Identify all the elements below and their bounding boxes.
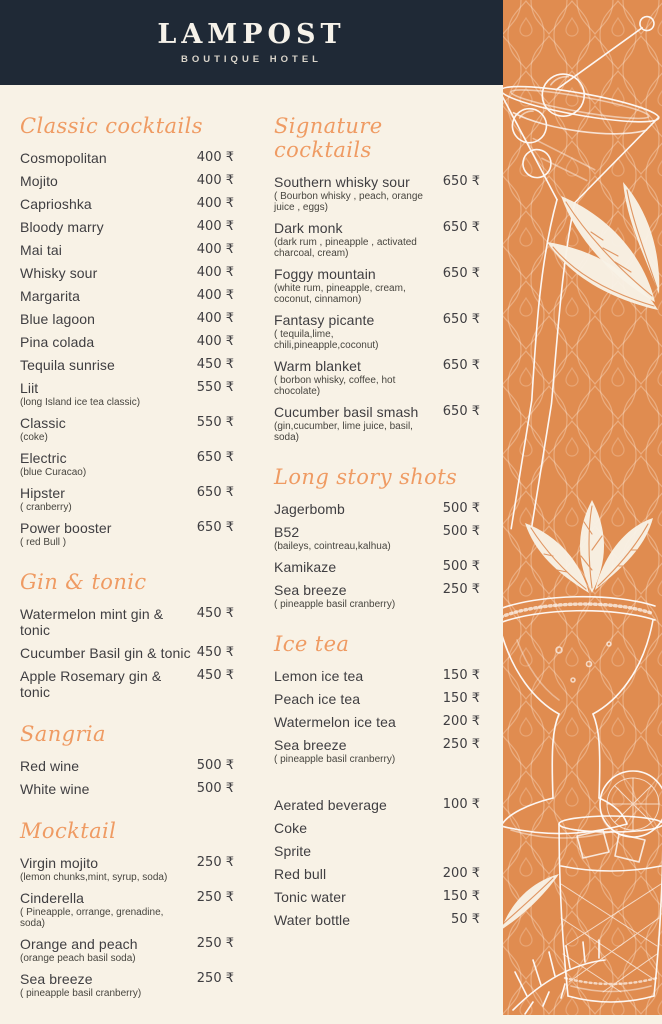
menu-item (20, 758, 234, 774)
item-name: Sprite (274, 843, 312, 859)
item-name: Liit (20, 380, 39, 396)
menu-item (20, 265, 234, 281)
item-price: 150 ₹ (442, 668, 480, 683)
item-desc: (long Island ice tea classic) (20, 397, 141, 408)
item-price: 650 ₹ (442, 358, 480, 373)
menu-item (20, 242, 234, 258)
menu-item (274, 559, 480, 575)
item-text (20, 606, 191, 638)
item-price: 400 ₹ (196, 265, 234, 280)
menu-item (20, 485, 234, 513)
section-heading: Mocktail (20, 819, 117, 843)
item-desc: ( pineapple basil cranberry) (274, 754, 396, 765)
decor-illustrations (503, 0, 662, 1015)
item-name: Cosmopolitan (20, 150, 107, 166)
item-price: 450 ₹ (196, 606, 234, 621)
item-name: Aerated beverage (274, 797, 387, 813)
item-text (20, 219, 104, 235)
item-name: Electric (20, 450, 67, 466)
item-text (20, 758, 79, 774)
item-text (274, 691, 360, 707)
item-text (20, 334, 94, 350)
item-price: 400 ₹ (196, 219, 234, 234)
item-price: 650 ₹ (196, 450, 234, 465)
menu-item (274, 668, 480, 684)
item-desc: ( pineapple basil cranberry) (20, 988, 142, 999)
menu-item (274, 714, 480, 730)
menu-section-beverages (274, 787, 480, 928)
item-name: Cucumber Basil gin & tonic (20, 645, 191, 661)
menu-item (20, 219, 234, 235)
item-name: Whisky sour (20, 265, 98, 281)
brand-tagline: BOUTIQUE HOTEL (181, 53, 322, 65)
item-text (274, 559, 336, 575)
item-name: Caprioshka (20, 196, 92, 212)
item-name: Peach ice tea (274, 691, 361, 707)
menu-item (20, 196, 234, 212)
item-name: Watermelon ice tea (274, 714, 396, 730)
menu-item (20, 890, 234, 929)
item-text (20, 520, 112, 548)
menu-item (274, 691, 480, 707)
item-name: Lemon ice tea (274, 668, 364, 684)
section-heading: Gin & tonic (20, 570, 147, 594)
item-name: Sea breeze (20, 971, 93, 987)
section-heading: Sangria (20, 722, 106, 746)
item-text (20, 196, 92, 212)
item-name: Orange and peach (20, 936, 138, 952)
menu-item (274, 912, 480, 928)
item-text (20, 936, 138, 964)
item-name: Coke (274, 820, 308, 836)
menu-item (20, 334, 234, 350)
item-price: 550 ₹ (196, 415, 234, 430)
item-text (20, 781, 89, 797)
item-price: 500 ₹ (442, 501, 480, 516)
item-name: Bloody marry (20, 219, 104, 235)
item-price: 650 ₹ (442, 312, 480, 327)
item-name: Power booster (20, 520, 112, 536)
item-name: Red wine (20, 758, 80, 774)
item-name: Classic (20, 415, 66, 431)
item-name: Apple Rosemary gin & tonic (20, 668, 162, 700)
menu-column-right (274, 114, 480, 950)
item-name: Warm blanket (274, 358, 362, 374)
item-price: 400 ₹ (196, 334, 234, 349)
item-price: 650 ₹ (442, 404, 480, 419)
item-name: Fantasy picante (274, 312, 375, 328)
item-name: Cucumber basil smash (274, 404, 419, 420)
item-price: 650 ₹ (442, 220, 480, 235)
menu-item (20, 450, 234, 478)
item-text (20, 311, 95, 327)
menu-item (20, 971, 234, 999)
menu-item (274, 266, 480, 305)
item-name: Watermelon mint gin & tonic (20, 606, 164, 638)
item-desc: (white rum, pineapple, cream, coconut, cinnamon) (274, 283, 406, 305)
item-price: 450 ₹ (196, 645, 234, 660)
item-text (20, 485, 72, 513)
menu-column-left (20, 114, 234, 1021)
item-desc: (lemon chunks,mint, syrup, soda) (20, 872, 168, 883)
item-name: Pina colada (20, 334, 95, 350)
item-text (274, 668, 363, 684)
item-price: 650 ₹ (442, 174, 480, 189)
menu-item (274, 312, 480, 351)
item-price: 400 ₹ (196, 288, 234, 303)
item-text (20, 890, 191, 929)
menu-item (20, 936, 234, 964)
item-text (274, 220, 437, 259)
item-text (20, 415, 66, 443)
section-heading: Classic cocktails (20, 114, 203, 138)
menu-item (274, 737, 480, 765)
item-desc: ( tequila,lime, chili,pineapple,coconut) (274, 329, 379, 351)
item-price: 500 ₹ (442, 559, 480, 574)
item-price: 400 ₹ (196, 196, 234, 211)
item-desc: ( borbon whisky, coffee, hot chocolate) (274, 375, 396, 397)
item-price: 250 ₹ (196, 855, 234, 870)
decor-panel (503, 0, 662, 1015)
item-text (274, 312, 437, 351)
menu-item (20, 288, 234, 304)
item-desc: ( Pineapple, orrange, grenadine, soda) (20, 907, 164, 929)
item-text (20, 357, 115, 373)
menu-item (20, 781, 234, 797)
menu-item (20, 311, 234, 327)
menu-item (274, 843, 480, 859)
item-desc: (blue Curacao) (20, 467, 87, 478)
menu-item (20, 173, 234, 189)
item-name: White wine (20, 781, 90, 797)
item-text (274, 797, 387, 813)
item-text (20, 242, 62, 258)
item-text (274, 174, 437, 213)
item-price: 150 ₹ (442, 691, 480, 706)
item-name: Dark monk (274, 220, 343, 236)
item-desc: (dark rum , pineapple , activated charcoal, cream) (274, 237, 417, 259)
item-price: 250 ₹ (196, 936, 234, 951)
section-heading: Long story shots (274, 465, 458, 489)
item-text (274, 866, 326, 882)
item-text (274, 404, 437, 443)
menu-item (20, 415, 234, 443)
item-price: 500 ₹ (196, 781, 234, 796)
item-text (274, 912, 350, 928)
menu-item (274, 866, 480, 882)
item-name: Tequila sunrise (20, 357, 115, 373)
item-name: Mojito (20, 173, 58, 189)
item-price: 550 ₹ (196, 380, 234, 395)
item-text (20, 380, 140, 408)
item-name: Kamikaze (274, 559, 337, 575)
item-text (274, 843, 311, 859)
menu-item (20, 645, 234, 661)
menu-item (274, 404, 480, 443)
menu-section-signature-cocktails (274, 114, 480, 443)
item-text (274, 266, 437, 305)
menu-item (274, 174, 480, 213)
menu-item (274, 889, 480, 905)
item-text (274, 820, 307, 836)
menu-item (274, 524, 480, 552)
item-price: 250 ₹ (442, 582, 480, 597)
menu-item (274, 582, 480, 610)
item-text (20, 288, 80, 304)
item-desc: (orange peach basil soda) (20, 953, 136, 964)
header (0, 0, 503, 85)
item-desc: ( pineapple basil cranberry) (274, 599, 396, 610)
item-text (274, 582, 395, 610)
menu-item (274, 220, 480, 259)
item-text (20, 645, 191, 661)
item-text (20, 971, 141, 999)
item-desc: (gin,cucumber, lime juice, basil, soda) (274, 421, 413, 443)
item-price: 200 ₹ (442, 714, 480, 729)
item-text (274, 358, 437, 397)
item-price: 650 ₹ (442, 266, 480, 281)
item-price: 450 ₹ (196, 668, 234, 683)
item-price: 250 ₹ (442, 737, 480, 752)
brand-logo: LAMPOST (157, 18, 346, 50)
item-text (20, 150, 107, 166)
item-price: 650 ₹ (196, 485, 234, 500)
item-price: 400 ₹ (196, 173, 234, 188)
item-name: Virgin mojito (20, 855, 99, 871)
item-price: 400 ₹ (196, 242, 234, 257)
item-price: 500 ₹ (196, 758, 234, 773)
item-price: 400 ₹ (196, 311, 234, 326)
menu-item (274, 820, 480, 836)
item-price: 450 ₹ (196, 357, 234, 372)
menu-item (20, 520, 234, 548)
menu-section-long-story-shots (274, 465, 480, 610)
item-name: B52 (274, 524, 300, 540)
item-desc: (baileys, cointreau,kalhua) (274, 541, 391, 552)
item-price: 100 ₹ (442, 797, 480, 812)
item-name: Water bottle (274, 912, 351, 928)
item-name: Sea breeze (274, 582, 347, 598)
item-text (274, 501, 345, 517)
item-price: 50 ₹ (451, 912, 480, 927)
item-desc: ( cranberry) (20, 502, 72, 513)
menu-section-mocktail (20, 819, 234, 999)
menu-item (20, 357, 234, 373)
item-name: Mai tai (20, 242, 62, 258)
item-name: Jagerbomb (274, 501, 345, 517)
item-name: Foggy mountain (274, 266, 376, 282)
item-text (274, 889, 346, 905)
menu-item (20, 668, 234, 700)
item-text (274, 714, 396, 730)
item-price: 650 ₹ (196, 520, 234, 535)
item-name: Blue lagoon (20, 311, 96, 327)
item-text (20, 173, 58, 189)
menu-section-classic-cocktails (20, 114, 234, 548)
item-name: Red bull (274, 866, 327, 882)
item-text (274, 524, 391, 552)
item-price: 200 ₹ (442, 866, 480, 881)
section-heading: Ice tea (274, 632, 350, 656)
menu-section-ice-tea (274, 632, 480, 765)
item-price: 250 ₹ (196, 890, 234, 905)
menu-item (274, 501, 480, 517)
item-text (20, 265, 97, 281)
item-desc: ( Bourbon whisky , peach, orange juice , eggs) (274, 191, 423, 213)
item-price: 500 ₹ (442, 524, 480, 539)
item-name: Hipster (20, 485, 66, 501)
item-desc: (coke) (20, 432, 48, 443)
menu-section-sangria (20, 722, 234, 797)
item-text (20, 855, 167, 883)
menu-section-gin-tonic (20, 570, 234, 700)
ogee-pattern (503, 0, 662, 1015)
menu-item (274, 797, 480, 813)
item-name: Cinderella (20, 890, 85, 906)
item-name: Sea breeze (274, 737, 347, 753)
item-name: Southern whisky sour (274, 174, 410, 190)
item-price: 250 ₹ (196, 971, 234, 986)
item-text (20, 450, 86, 478)
menu-item (20, 380, 234, 408)
item-desc: ( red Bull ) (20, 537, 67, 548)
item-name: Tonic water (274, 889, 346, 905)
item-name: Margarita (20, 288, 81, 304)
item-price: 400 ₹ (196, 150, 234, 165)
menu-item (20, 606, 234, 638)
item-text (20, 668, 191, 700)
menu-item (20, 855, 234, 883)
menu-item (274, 358, 480, 397)
item-price: 150 ₹ (442, 889, 480, 904)
item-text (274, 737, 395, 765)
menu-item (20, 150, 234, 166)
section-heading: Signature cocktails (274, 114, 383, 162)
